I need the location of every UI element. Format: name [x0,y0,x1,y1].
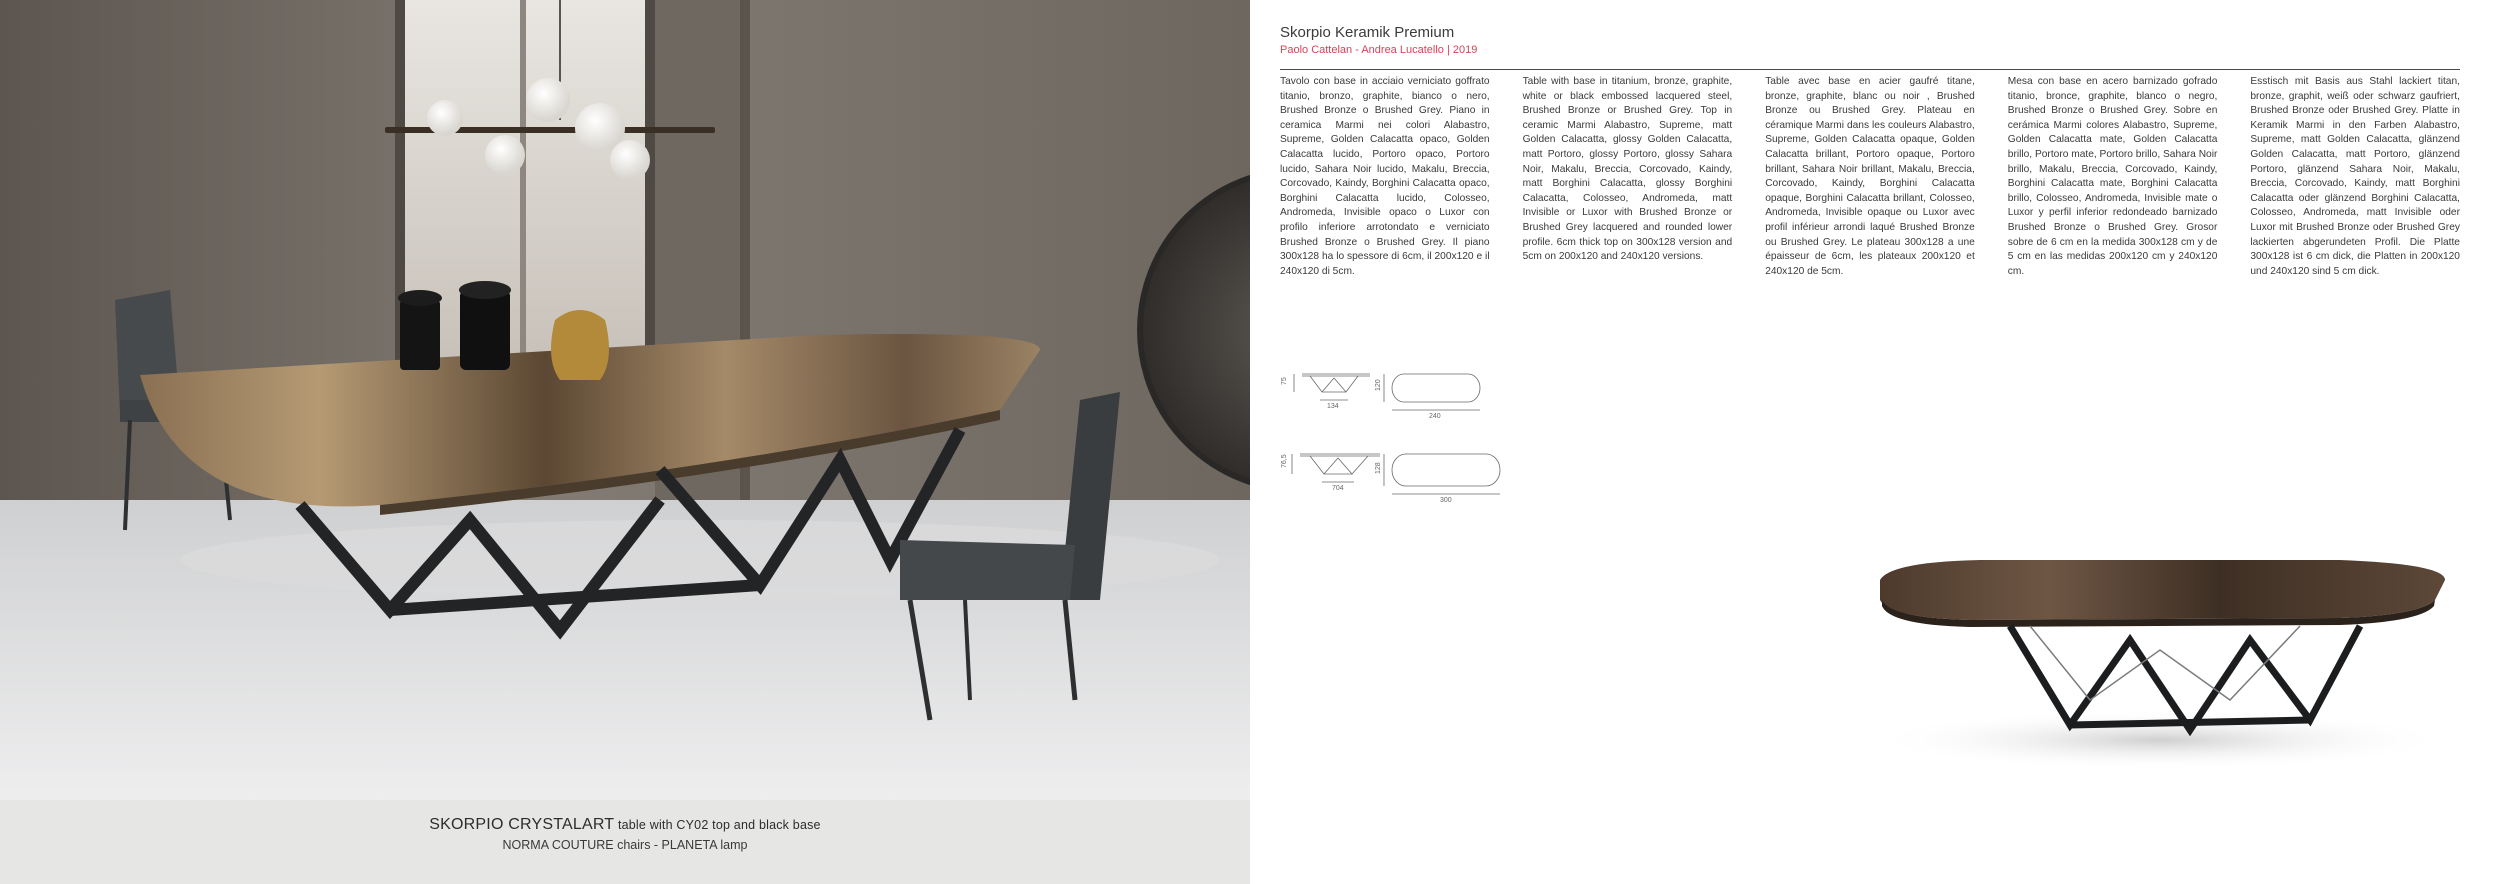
small-table-side-elevation [1294,374,1370,400]
small-height-label: 75 [1281,377,1288,385]
description-italian: Tavolo con base in acciaio verniciato goffrato titanio, bronzo, graphite, bianco o nero, Brushed Bronze o Brushed Grey. Piano in ceramica Marmi nei colori Alabastro, Supreme, Golden Calacatta opaco, Golden Calacatta lucido, Portoro opaco, Portoro lucido, Sahara Noir lucido, Makalu, Breccia, Corcovado, Kaindy, Borghini Calacatta opaco, Borghini Calacatta lucido, Colosseo, Andromeda, Invisible opaco o Luxor con profilo inferiore arrotondato e verniciato Brushed Bronze o Brushed Grey. Il piano 300x128 ha lo spessore di 6cm, il 200x120 e il 240x120 di 5cm. [1280,76,1490,277]
small-length-label: 240 [1429,413,1441,420]
caption-product-detail: table with CY02 top and black base [614,818,821,832]
small-base-label: 134 [1327,403,1339,410]
large-depth-label: 128 [1375,462,1382,474]
caption-line-2: NORMA COUTURE chairs - PLANETA lamp [502,838,748,852]
large-table-plan-view [1384,454,1500,494]
caption-product-name: SKORPIO CRYSTALART [429,816,615,833]
small-table-plan-view [1384,374,1480,410]
large-table-side-elevation [1292,454,1380,482]
large-height-label: 76,5 [1281,454,1288,468]
large-base-label: 704 [1332,485,1344,492]
product-designer: Paolo Cattelan - Andrea Lucatello | 2019 [1280,44,1478,56]
description-german: Esstisch mit Basis aus Stahl lackiert titan, bronze, graphit, weiß oder schwarz gaufriert, Brushed Bronze oder Brushed Grey. Platte in Keramik Marmi in den Farben Alabastro, Supreme, matt Golden Calacatta, glänzend Golden Calacatta, matt Portoro, glänzend Portoro, glänzend Sahara Noir, Makalu, Breccia, Corcovado, Kaindy, matt Borghini Calacatta oder glänzend Borghini Calacatta, Colosseo, Andromeda, matt Invisible oder Luxor mit Brushed Bronze oder Brushed Grey lackierten abgerundeten Profil. Die Platte 300x128 ist 6 cm dick, die Platten in 200x120 und 240x120 sind 5 cm dick. [2250,76,2460,277]
description-french: Table avec base en acier gaufré titane, bronze, graphite, blanc ou noir , Brushed Bronze ou Brushed Grey. Plateau en céramique Marmi dans les couleurs Alabastro, Supreme, Golden Calacatta opaque, Golden Calacatta brillant, Portoro opaque, Portoro brillant, Sahara Noir brillant, Makalu, Breccia, Corcovado, Kaindy, Borghini Calacatta opaque, Borghini Calacatta brillant, Colosseo, Andromeda, Invisible opaque ou Luxor avec profil inférieur arrondi laqué Brushed Bronze ou Brushed Grey. Le plateau 300x128 a une épaisseur de 6cm, les plateaux 200x120 et 240x120 de 5cm. [1765,76,1975,277]
description-columns [1280,75,2460,310]
caption-line-1 [0,816,1250,834]
title-divider [1280,69,2460,70]
small-depth-label: 120 [1375,379,1382,391]
product-photo [1860,540,2460,770]
description-spanish: Mesa con base en acero barnizado gofrado titanio, bronce, graphite, blanco o negro, Brushed Bronze o Brushed Grey. Sobre en cerámica Marmi colores Alabastro, Supreme, Golden Calacatta mate, Golden Calacatta brillo, Portoro mate, Portoro brillo, Sahara Noir brillo, Makalu, Breccia, Corcovado, Kaindy, Borghini Calacatta mate, Borghini Calacatta brillo, Colosseo, Andromeda, Invisible mate o Luxor y perfil inferior redondeado barnizado Brushed Bronze o Brushed Grey. Grosor sobre de 6 cm en la medida 300x128 cm y de 5 cm en las medidas 200x120 cm y 240x120 cm. [2007,76,2218,277]
spec-page [1250,0,2500,884]
product-title: Skorpio Keramik Premium [1280,24,1455,41]
description-english: Table with base in titanium, bronze, graphite, white or black embossed lacquered steel, Brushed Bronze or Brushed Grey. Top in ceramic Marmi Alabastro, Supreme, matt Golden Calacatta, glossy Golden Calacatta, matt Portoro, glossy Portoro, glossy Sahara Noir, Makalu, Breccia, Corcovado, Kaindy, matt Borghini Calacatta, glossy Borghini Calacatta, Colosseo, Andromeda, matt Invisible or Luxor with Brushed Bronze or Brushed Grey lacquered and rounded lower profile. 6cm thick top on 300x128 version and 5cm on 200x120 and 240x120 versions. [1522,76,1733,263]
dimension-drawings [1280,360,1540,520]
interior-photo [0,0,1250,800]
photo-caption [0,800,1250,884]
large-length-label: 300 [1440,497,1452,504]
